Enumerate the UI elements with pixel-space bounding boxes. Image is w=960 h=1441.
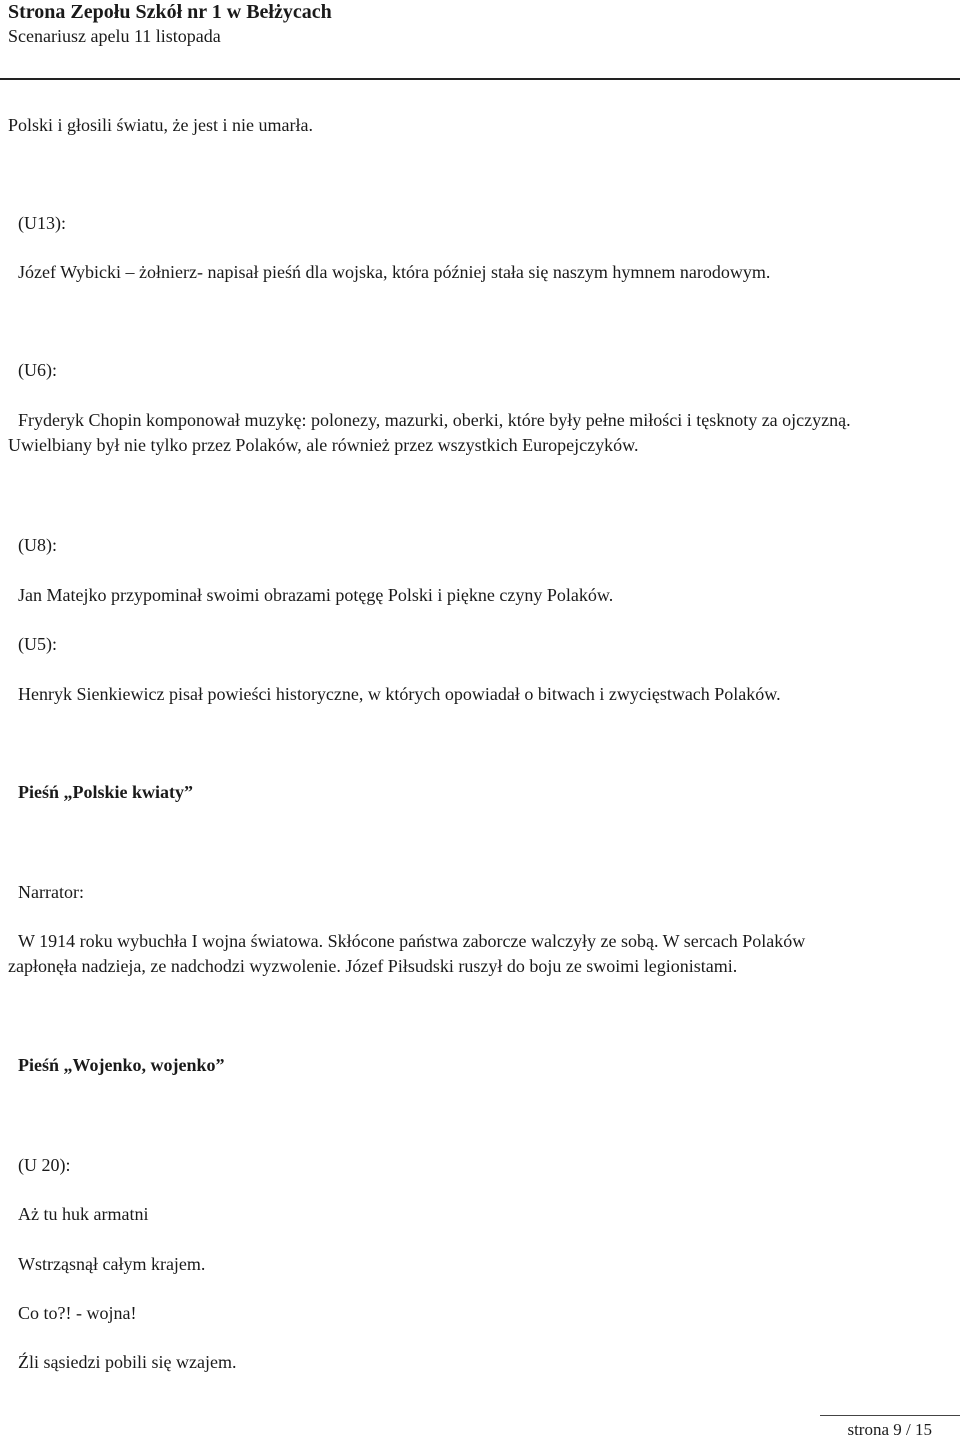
speaker-label: (U6): (18, 360, 57, 380)
text-line: Józef Wybicki – żołnierz- napisał pieśń dla wojska, która później stała się naszym hymnem narodowym. (18, 262, 771, 282)
text-line: W 1914 roku wybuchła I wojna światowa. Skłócone państwa zaborcze walczyły ze sobą. W sercach Polaków (18, 931, 806, 951)
footer-divider (820, 1415, 960, 1416)
verse-line: Źli sąsiedzi pobili się wzajem. (18, 1352, 237, 1372)
text-line: Polski i głosili światu, że jest i nie umarła. (8, 115, 313, 135)
song-title: Pieśń „Polskie kwiaty” (18, 782, 194, 802)
site-title: Strona Zepołu Szkół nr 1 w Bełżycach (8, 1, 332, 23)
speaker-label: Narrator: (18, 882, 84, 902)
speaker-label: (U 20): (18, 1155, 71, 1175)
page-number: strona 9 / 15 (847, 1420, 932, 1439)
text-line: Jan Matejko przypominał swoimi obrazami potęgę Polski i piękne czyny Polaków. (18, 585, 614, 605)
document-subtitle: Scenariusz apelu 11 listopada (8, 26, 221, 46)
text-line: Fryderyk Chopin komponował muzykę: polonezy, mazurki, oberki, które były pełne miłości i tęsknoty za ojczyzną. (18, 410, 851, 430)
speaker-label: (U13): (18, 213, 66, 233)
verse-line: Co to?! - wojna! (18, 1303, 137, 1323)
verse-line: Wstrząsnął całym krajem. (18, 1254, 206, 1274)
text-line: zapłonęła nadzieja, ze nadchodzi wyzwolenie. Józef Piłsudski ruszył do boju ze swoimi legionistami. (8, 956, 738, 976)
speaker-label: (U8): (18, 535, 57, 555)
speaker-label: (U5): (18, 634, 57, 654)
text-line: Henryk Sienkiewicz pisał powieści historyczne, w których opowiadał o bitwach i zwycięstwach Polaków. (18, 684, 781, 704)
text-line: Uwielbiany był nie tylko przez Polaków, ale również przez wszystkich Europejczyków. (8, 435, 639, 455)
verse-line: Aż tu huk armatni (18, 1204, 149, 1224)
page-header (0, 0, 960, 80)
song-title: Pieśń „Wojenko, wojenko” (18, 1055, 225, 1075)
